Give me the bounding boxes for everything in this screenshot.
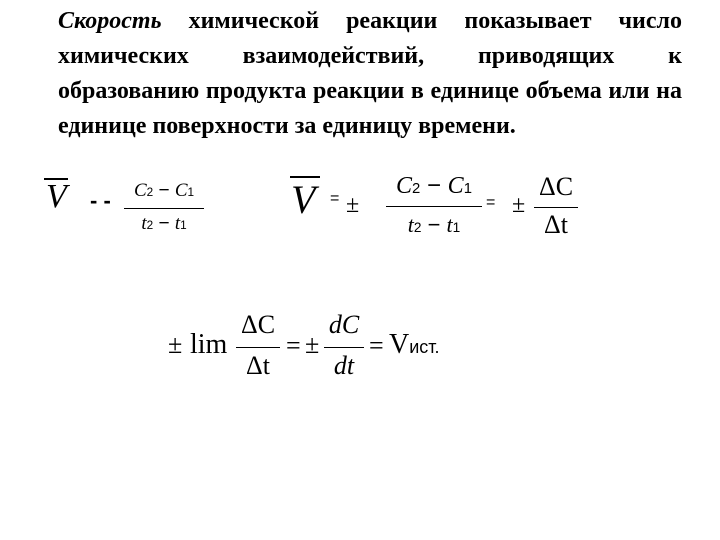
numerator: C2 − C1: [396, 172, 472, 199]
equals-sign: =: [369, 331, 384, 360]
fraction-derivative: [324, 310, 364, 384]
denominator: t2 − t1: [141, 213, 187, 234]
denominator: t2 − t1: [407, 212, 461, 237]
minus-sign: - -: [90, 188, 111, 213]
term-rate: Скорость: [58, 8, 162, 34]
numerator: C2 − C1: [133, 180, 195, 201]
equals-sign: =: [330, 190, 340, 207]
plus-minus-sign: ±: [346, 192, 360, 218]
fraction-bar: [124, 208, 204, 209]
fraction-delta: [534, 172, 578, 242]
numerator: ΔC: [240, 310, 276, 339]
instant-rate-subscript: ист.: [409, 337, 440, 357]
denominator: dt: [333, 351, 355, 380]
numerator: ΔC: [538, 172, 574, 201]
limit-operator: lim: [190, 329, 228, 360]
fraction-concentration-time: [124, 180, 204, 240]
fraction-bar: [236, 347, 280, 348]
plus-minus-sign: ±: [168, 330, 183, 359]
fraction-bar: [324, 347, 364, 348]
rate-symbol: V: [46, 178, 67, 215]
definition-paragraph: [58, 4, 682, 144]
equals-sign: =: [286, 331, 301, 360]
equals-sign: =: [486, 194, 496, 211]
definition-text: химической реакции показывает число химических взаимодействий, приводящих к образованию продукта реакции в единице объема или на единице поверхности за единицу времени.: [58, 8, 682, 139]
denominator: Δt: [544, 210, 568, 239]
plus-minus-sign: ±: [305, 330, 320, 359]
fraction-delta: [236, 310, 280, 384]
fraction-bar: [534, 207, 578, 208]
plus-minus-sign: ±: [512, 192, 526, 218]
rate-symbol: V: [291, 177, 316, 222]
fraction-concentration-time: [386, 172, 482, 242]
instant-rate-symbol: Vист.: [389, 329, 440, 360]
denominator: Δt: [246, 351, 270, 380]
fraction-bar: [386, 206, 482, 207]
numerator: dC: [328, 310, 360, 339]
